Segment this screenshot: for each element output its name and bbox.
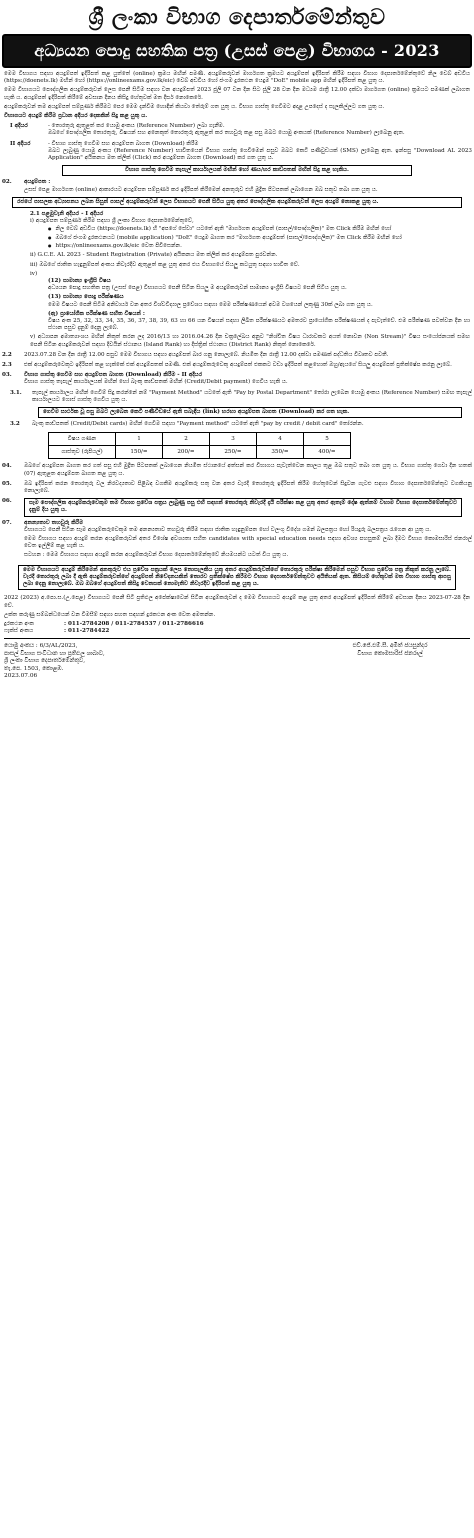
phase-1-label: I අදියර (10, 123, 28, 130)
table-cell: 4 (257, 433, 304, 446)
section-number: 3.1. (10, 389, 22, 396)
section-2-2 (2, 352, 472, 359)
section-number: 04. (2, 463, 12, 470)
section-5-text: ඔබ ඉදිරිපත් කරන තොරතුරු වල නිරවද්‍යතාව පිළිබඳ වගකීම අයදුම්කරු සතු වන අතර වැරදි තොරතුරු ඉදිරිපත් කිරීම හේතුවෙන් සිදුවන ගැටළු සඳහා විභාග දෙපාර්තමේන්තුව වගකියනු නොලැබේ. (24, 480, 472, 495)
table-row (49, 433, 351, 446)
bullet-onlineexams: ● https://onlineexams.gov.lk/eic වෙත පිවිසෙන්න. (4, 242, 470, 250)
table-cell: 1 (116, 433, 163, 446)
section-3-1 (2, 390, 472, 404)
fax-label: ෆැක්ස් අංකය (4, 628, 34, 635)
table-header-cell: විෂය ගණන (49, 433, 116, 446)
closing-paragraph: 2022 (2023) අ.පො.ස.(උ.පෙළ) විභාගයට පෙනී සිටි ප්‍රතිඵල අපේක්ෂාවෙන් සිටින අයදුම්කරුවන් ද මෙම විභාගයට අයදුම් කළ යුතු අතර අයදුම්පත් ඉදිරිපත් කිරීමේ අවසාන දිනය 2023-07-28 දින වේ. (4, 595, 470, 609)
school-candidate-warning-box: රජයේ පාසලක අධ්‍යාපනය ලබන සිසුන් පාසල් අයදුම්කරුවන් ලෙස විභාගයට පෙනී සිටිය යුතු අතර පෞද්ගලික අයදුම්කරුවන් ලෙස අයදුම් නොකළ යුතු ය. (12, 197, 462, 208)
closing-section (4, 595, 470, 635)
step-v: v) අධ්‍යාපන අමාත්‍යාංශය මඟින් නිකුත් කරන ලද 2016/13 හා 2016.04.26 දින චක්‍රලේඛය අනුව "නිශ්චිත විෂය ධාරාවකට අයත් නොවන (Non Stream)" විෂය සංයෝජනයක් සමඟ පෙනී සිටින අයදුම්කරුවන් සඳහා දිවයින් ස්ථානය (Island Rank) හා දිස්ත්‍රික් ස්ථානය (District Rank) නිකුත් නොකෙරේ. (30, 334, 470, 348)
section-7-note: සටහන : මෙම විභාගය සඳහා අයදුම් කරන අයදුම්කරුවන් විභාග දෙපාර්තමේන්තුවේ නියමයන්ට යටත් විය යුතු ය. (24, 552, 289, 559)
section-number: 2.2 (2, 351, 12, 358)
footer (4, 643, 470, 680)
reference-number: යොමු අංකය : 6/3/AL/2023, (4, 643, 78, 650)
section-number: 07. (2, 519, 12, 526)
address-line: ශ්‍රී ලංකා විභාග දෙපාර්තමේන්තුව, (4, 658, 86, 665)
payment-method-box: විභාග ගාස්තු ගෙවීම තැපැල් කාර්යාලයක් මඟින් හෝ ණය/හර කාඩ්පතක් මඟින් සිදු කළ හැකිය. (62, 165, 412, 176)
address-line: තැ.පෙ. 1503, කොළඹ. (4, 665, 64, 672)
bullet-mobile-app: ● ඔබගේ ජංගම දුරකථනයට (mobile application) "DoE" යෙදුම බාගත කර "මාර්ගගත අයදුම්පත් (පාසල්/පෞද්ගලික)" මත Click කිරීම මඟින් හෝ (4, 234, 470, 242)
phase-2 (2, 141, 472, 163)
general-english-text: අධ්‍යයන පොදු සහතික පත්‍ර (උසස් පෙළ) විභාගයට පෙනී සිටින සියලු ම අයදුම්කරුවන් සාමාන්‍ය ඉංග්‍රීසි විෂයට පෙනී සිටිය යුතු ය. (48, 285, 347, 292)
common-general-test-title: (13) සාමාන්‍ය පොදු පරීක්ෂණය (48, 294, 124, 301)
section-2-text: උසස් පෙළ මාර්ගගත (online) ආකාරයට අයදුම්පත සම්පූර්ණ කර ඉදිරිපත් කිරීමෙන් අනතුරුව එහි මුද්‍රිත පිටපතක් ලබාගෙන ඔබ සතුව තබා ගත යුතු ය. (24, 186, 378, 193)
section-7-text: විභාගයට පෙනී සිටින සෑම අයදුම්කරුවෙකුම තම අනන්‍යතාව තහවුරු කිරීම සඳහා ජාතික හැඳුනුම්පත හෝ වලංගු විදේශ ගමන් බලපත්‍රය හෝ රියදුරු බලපත්‍රය රැගෙන ආ යුතු ය. (24, 526, 432, 533)
step-iv: iv) (30, 270, 38, 277)
bullet-doenets: ● නිල වෙබ් අඩවිය (https://doenets.lk) හි "අපගේ සේවා" යටතේ ඇති "මාර්ගගත අයදුම්පත් (පාසල්/පෞද්ගලික)" මත Click කිරීම මඟින් හෝ (4, 225, 470, 233)
section-2-1 (4, 211, 470, 349)
section-2-3-text: එක් අයදුම්කරුවෙකුට ඉදිරිපත් කළ හැක්කේ එක් අයදුම්පතක් පමණි. එක් අයදුම්කරුවෙකු අයදුම්පත් එකකට වඩා ඉදිරිපත් කළහොත් ඔහු/ඇයගේ සියලු අයදුම්පත් ප්‍රතික්ෂේප කරනු ලැබේ. (24, 362, 452, 369)
notice-page (2, 0, 472, 680)
section-4 (2, 463, 472, 477)
section-2 (2, 179, 472, 193)
general-english-title: (12) සාමාන්‍ය ඉංග්‍රීසි විෂය (48, 278, 111, 284)
notice-date: 2023.07.06 (4, 672, 38, 679)
practical-subjects-text: විෂය අංක 25, 32, 33, 34, 35, 36, 37, 38, 39, 63 හා 66 යන විෂයන් සඳහා ලිඛිත පරීක්ෂණයට අමතරව ප්‍රායෝගික පරීක්ෂණයක් ද පැවැත්වේ. එම පරීක්ෂණ පවත්වන දින හා ස්ථාන පසුව දැනුම් දෙනු ලැබේ. (48, 318, 470, 332)
table-cell: 400/= (304, 446, 351, 459)
closing-paragraph: උක්ත කරුණු සම්බන්ධයෙන් වන විමසීම් සඳහා පහත සඳහන් දුරකථන අංක වෙත අමතන්න. (4, 611, 216, 618)
table-cell: 350/= (257, 446, 304, 459)
section-3-2-text: බැංකු කාඩ්පතක් (Credit/Debit cards) මඟින් ගෙවීම සඳහා "Payment method" යටතේ ඇති "pay by credit / debit card" තෝරන්න. (32, 421, 364, 428)
table-row (49, 446, 351, 459)
footer-address (4, 643, 105, 680)
section-2-1-title: 2.1 පළමුවැනි අදියර - I අදියර (30, 211, 104, 218)
fax-number: : 011-2784422 (64, 628, 110, 635)
table-cell: 250/= (210, 446, 257, 459)
practical-subjects-title: (ඇ) ප්‍රායෝගික පරීක්ෂණ සහිත විෂයන් : (48, 310, 145, 317)
section-3-intro: විභාග ගාස්තු තැපැල් කාර්යාලයක් මඟින් හෝ බැංකු කාඩ්පතක් මඟින් (Credit/Debit payment) ගෙවිය හැකි ය. (24, 379, 288, 386)
section-3-title: විභාග ගාස්තු ගෙවීම සහ අයදුම්පත බාගත (Download) කිරීම - II අදියර (24, 372, 203, 379)
section-number: 03. (2, 372, 12, 379)
signer-title: විභාග කොමසාරිස් ජනරාල් (357, 650, 423, 657)
intro-paragraph: අයදුම්කරුවන් තම අයදුම්පත් සම්පූර්ණ කිරීමට පෙර මෙම දැන්වීම හොඳින් කියවා තේරුම් ගත යුතු ය. විභාග ගාස්තු ගෙවීමට අදාළ උපදෙස් ද සැලකිල්ලට ගත යුතු ය. (4, 103, 385, 110)
table-cell: 5 (304, 433, 351, 446)
section-3-1-text: තැපැල් කාර්යාලය මඟින් ගෙවීම් සිදු කරන්නේ නම් "Payment Method" යටතේ ඇති "Pay by Postal Department" තෝරා ලැබෙන යොමු අංකය (Reference Number) සමඟ තැපැල් කාර්යාලයට ගොස් ගාස්තු ගෙවිය යුතු ය. (32, 389, 472, 403)
section-2-title: අයදුම්පත : (24, 179, 51, 186)
intro-paragraph: මෙම විභාගයට පෞද්ගලික අයදුම්කරුවන් ලෙස පෙනී සිටීම සඳහා වන අයදුම්පත් 2023 ජූලි 07 වන දින සිට ජූලි 28 වන දින මධ්‍යම රාත්‍රී 12.00 දක්වා මාර්ගගත (online) ක්‍රමයට පමණක් ලබාගත හැකි ය. අයදුම්පත් ඉදිරිපත් කිරීමේ අවසාන දිනය කිසිදු හේතුවක් මත දීර්ඝ නොකෙරේ. (4, 87, 470, 101)
phase-2-text: - විභාග ගාස්තු ගෙවීම සහ අයදුම්පත බාගත (Download) කිරීම ඔබට ලැබුණු යොමු අංකය (Reference Number) භාවිතයෙන් විභාග ගාස්තු ගෙවීමෙන් පසුව ඔබට කෙටි පණිවුඩයක් (SMS) ලැබෙනු ඇත. ඉන්පසු "Download AL 2023 Application" අයිකනය මත ක්ලික් (Click) කර අයදුම්පත බාගත (Download) කර ගත යුතු ය. (48, 140, 472, 162)
section-number: 02. (2, 179, 12, 186)
exam-title-banner: අධ්‍යයන පොදු සහතික පත්‍ර (උසස් පෙළ) විභාගය - 2023 (2, 34, 472, 68)
section-6 (2, 498, 472, 516)
step-iii: iii) ඔබගේ ජාතික හැඳුනුම්පත් අංකය නිවැරදිව ඇතුළත් කළ යුතු අතර එය විභාගයේ සියලු කටයුතු සඳහා භාවිත වේ. (30, 261, 300, 268)
common-general-test-text: මෙම විෂයට පෙනී සිටීම අනිවාර්ය වන අතර විශ්වවිද්‍යාල ප්‍රවේශය සඳහා මෙම පරීක්ෂණයෙන් අවම වශයෙන් ලකුණු 30ක් ලබා ගත යුතු ය. (48, 301, 373, 308)
phase-1-text: - තොරතුරු ඇතුළත් කර යොමු අංකය (Reference Number) ලබා ගැනීම. ඔබගේ පෞද්ගලික තොරතුරු, විෂයන් සහ අනෙකුත් තොරතුරු ඇතුළත් කර තහවුරු කළ පසු ඔබට යොමු අංකයක් (Reference Number) ලැබෙනු ඇත. (48, 123, 405, 137)
fee-table (48, 432, 351, 459)
section-7-title: අනන්‍යතාව තහවුරු කිරීම (24, 519, 84, 526)
important-notice-box: මෙම විභාගයට අයදුම් කිරීමෙන් අනතුරුව එය ප්‍රවේශ පත්‍රයක් ලෙස නොසැලකිය යුතු අතර අයදුම්කරුවන්ගේ තොරතුරු පරීක්ෂා කිරීමෙන් පසුව විභාග ප්‍රවේශ පත්‍ර නිකුත් කරනු ලැබේ. වැරදි තොරතුරු ලබා දී ඇති අයදුම්කරුවන්ගේ අයදුම්පත් නිවේදනයකින් තොරව ප්‍රතික්ෂේප කිරීමට විභාග දෙපාර්තමේන්තුවට අයිතියක් ඇත. කිසියම් හේතුවක් මත විභාග ගාස්තු ආපසු ලබා දෙනු නොලැබේ. ඔබ ඔබගේ අයදුම්පත් කිසිදු වෙනසක් නොමැතිව නිවැරදිව ඉදිරිපත් කළ යුතු ය. (18, 565, 456, 591)
section-number: 05. (2, 480, 12, 487)
phase-2-label: II අදියර (10, 140, 31, 147)
step-ii: ii) G.C.E. AL 2023 - Student Registration (Private) අයිකනය මත ක්ලික් කර අයදුම්පත පුරවන්න. (30, 252, 278, 259)
phase-1 (2, 123, 472, 137)
table-cell: 3 (210, 433, 257, 446)
divider (4, 638, 470, 639)
section-number: 3.2 (10, 421, 20, 428)
fax-row (4, 628, 470, 635)
department-title: ශ්‍රී ලංකා විභාග දෙපාර්තමේන්තුව (88, 4, 386, 29)
signature-block (310, 643, 470, 680)
hotline-row (4, 621, 470, 628)
intro-section (4, 71, 470, 111)
table-header-cell: ගාස්තුව (රුපියල්) (49, 446, 116, 459)
section-5 (2, 481, 472, 495)
intro-paragraph: මෙම විභාගය සඳහා අයදුම්පත් ඉදිරිපත් කළ යුත්තේ (online) ක්‍රමය මඟින් පමණි. අයදුම්කරුවන් මාර්ගගත ක්‍රමයට අයදුම්පත් ඉදිරිපත් කිරීම සඳහා විභාග දෙපාර්තමේන්තුවේ නිල වෙබ් අඩවිය (https://doenets.lk) මඟින් හෝ (https://onlineexams.gov.lk/eic) වෙබ් අඩවිය හෝ ජංගම දුරකථන යෙදුම "DoE" mobile app මඟින් ඉදිරිපත් කළ යුතු ය. (4, 71, 470, 85)
signer-name: එච්.ජේ.එම්.සී. අමිත් ජයසුන්දර (352, 643, 428, 650)
section-2-3 (2, 362, 472, 369)
section-number: 06. (2, 498, 12, 505)
section-7 (2, 520, 472, 560)
section-3 (2, 372, 472, 386)
hotline-numbers: : 011-2784208 / 011-2784537 / 011-2786616 (64, 620, 204, 627)
table-cell: 2 (163, 433, 210, 446)
step-i: i) අයදුම්පත සම්පූර්ණ කිරීම සඳහා ශ්‍රී ලංකා විභාග දෙපාර්තමේන්තුවේ, (30, 218, 194, 225)
table-cell: 150/= (116, 446, 163, 459)
section-2-2-text: 2023.07.28 වන දින රාත්‍රී 12.00 පසුව මෙම විභාගය සඳහා අයදුම්පත් බාර ගනු නොලැබේ. නියමිත දින රාත්‍රී 12.00 දක්වා පමණක් පද්ධතිය විවෘතව පවතී. (24, 351, 389, 358)
address-line: පාසල් විභාග සංවිධාන හා ප්‍රතිඵල ශාඛාව, (4, 650, 105, 657)
download-link-box: ගෙවීම සාර්ථක වූ පසු ඔබට ලැබෙන කෙටි පණිවිඩයේ ඇති සබැඳිය (link) හරහා අයදුම්පත බාගත (Download) කර ගත හැක. (38, 407, 462, 418)
section-3-2 (2, 421, 472, 428)
table-cell: 200/= (163, 446, 210, 459)
section-7-text: මෙම විභාගය සඳහා අයදුම් කරන අයදුම්කරුවන් අතර විශේෂ අවශ්‍යතා සහිත candidates with special education needs සඳහා අවශ්‍ය පහසුකම් ලබා දීමට විභාග කොමසාරිස් ජනරාල් වෙත ඉල්ලීම් කළ හැකි ය. (24, 536, 472, 550)
section-4-text: ඔබගේ අයදුම්පත බාගත කර ගත් පසු එහි මුද්‍රිත පිටපතක් ලබාගෙන නියමිත ස්ථානයේ අත්සන් කර විභාගය පැවැත්වෙන කාලය තුළ ඔබ සතුව තබා ගත යුතු ය. විභාග ගාස්තු ගෙවා දින හතක් (07) ඇතුළත අයදුම්පත බාගත කළ යුතු ය. (24, 463, 472, 477)
section-number: 2.3 (2, 362, 12, 369)
admission-check-box: සෑම පෞද්ගලික අයදුම්කරුවෙකුම තම විභාග ප්‍රවේශ පත්‍රය ලැබුණු පසු එහි සඳහන් තොරතුරු නිවැරදි දැයි පරීක්ෂා කළ යුතු අතර ඇතැම් දෝෂ ඇත්නම් වහාම විභාග දෙපාර්තමේන්තුවට දැනුම් දිය යුතු ය. (24, 498, 462, 516)
hotline-label: දුරකථන අංක (4, 620, 34, 627)
section-1-title: විභාගයට අයදුම් කිරීම ප්‍රධාන අදියර දෙකකින් සිදු කළ යුතු ය. (4, 113, 148, 120)
